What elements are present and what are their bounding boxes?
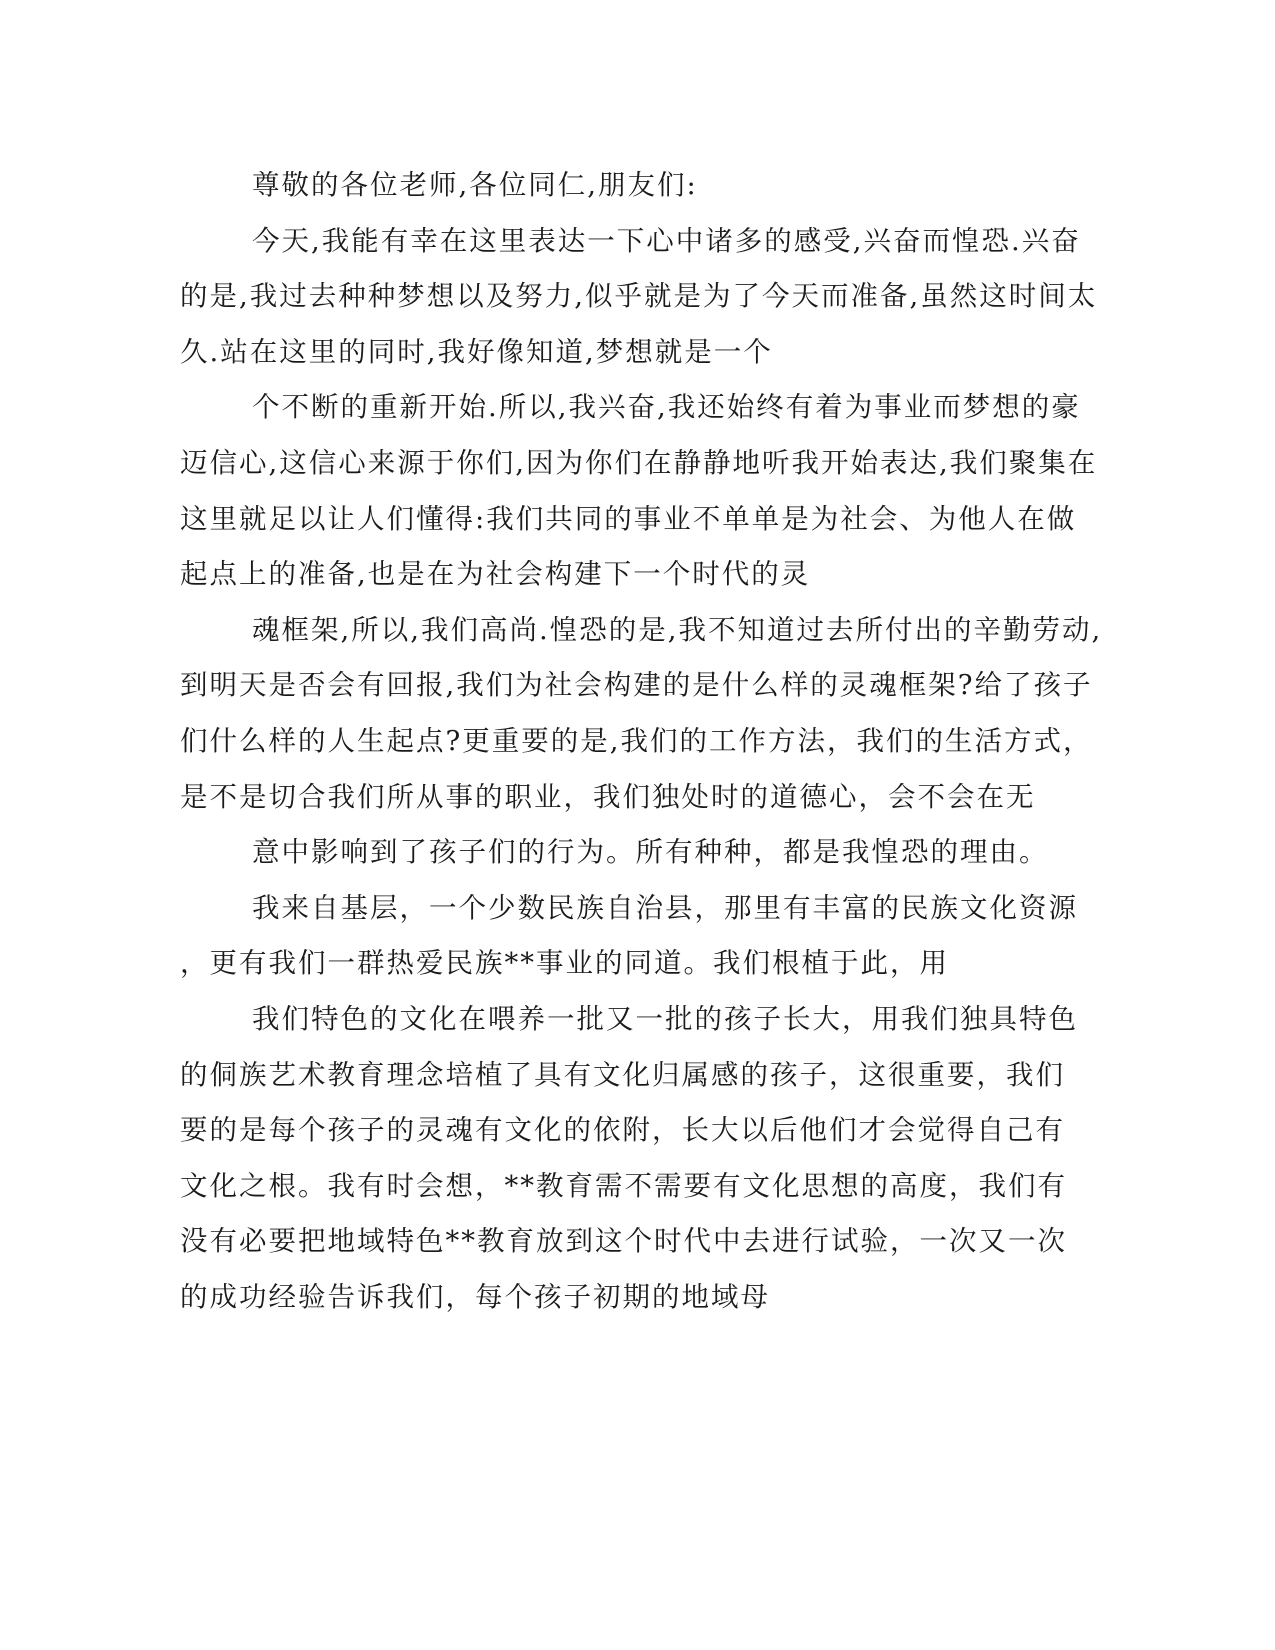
- text-line: 魂框架,所以,我们高尚.惶恐的是,我不知道过去所付出的辛勤劳动,: [252, 613, 1103, 646]
- text-line: 迈信心,这信心来源于你们,因为你们在静静地听我开始表达,我们聚集在: [180, 446, 1098, 479]
- text-line: 尊敬的各位老师,各位同仁,朋友们:: [252, 169, 698, 201]
- text-line: 的是,我过去种种梦想以及努力,似乎就是为了今天而准备,虽然这时间太: [180, 280, 1098, 313]
- text-line: 意中影响到了孩子们的行为。所有种种，都是我惶恐的理由。: [252, 836, 1049, 869]
- text-line: 久.站在这里的同时,我好像知道,梦想就是一个: [180, 335, 773, 368]
- text-line: 没有必要把地域特色**教育放到这个时代中去进行试验，一次又一次: [180, 1225, 1067, 1258]
- text-line: 我来自基层，一个少数民族自治县，那里有丰富的民族文化资源: [252, 891, 1078, 924]
- text-line: 起点上的准备,也是在为社会构建下一个时代的灵: [180, 558, 811, 591]
- text-line: 个不断的重新开始.所以,我兴奋,我还始终有着为事业而梦想的豪: [252, 391, 1081, 424]
- document-body: [180, 158, 1103, 1325]
- text-line: 们什么样的人生起点?更重要的是,我们的工作方法，我们的生活方式，: [180, 724, 1093, 757]
- text-line: 是不是切合我们所从事的职业，我们独处时的道德心，会不会在无: [180, 780, 1036, 813]
- text-line: 的成功经验告诉我们，每个孩子初期的地域母: [180, 1280, 770, 1313]
- text-line: 今天,我能有幸在这里表达一下心中诸多的感受,兴奋而惶恐.兴奋: [252, 224, 1081, 257]
- text-line: ，更有我们一群热爱民族**事业的同道。我们根植于此，用: [180, 947, 949, 980]
- text-line: 我们特色的文化在喂养一批又一批的孩子长大，用我们独具特色: [252, 1002, 1078, 1035]
- text-line: 要的是每个孩子的灵魂有文化的依附，长大以后他们才会觉得自己有: [180, 1114, 1065, 1147]
- text-line: 到明天是否会有回报,我们为社会构建的是什么样的灵魂框架?给了孩子: [180, 669, 1093, 702]
- text-line: 的侗族艺术教育理念培植了具有文化归属感的孩子，这很重要，我们: [180, 1058, 1065, 1091]
- text-line: 这里就足以让人们懂得:我们共同的事业不单单是为社会、为他人在做: [180, 502, 1077, 535]
- text-line: 文化之根。我有时会想，**教育需不需要有文化思想的高度，我们有: [180, 1169, 1067, 1202]
